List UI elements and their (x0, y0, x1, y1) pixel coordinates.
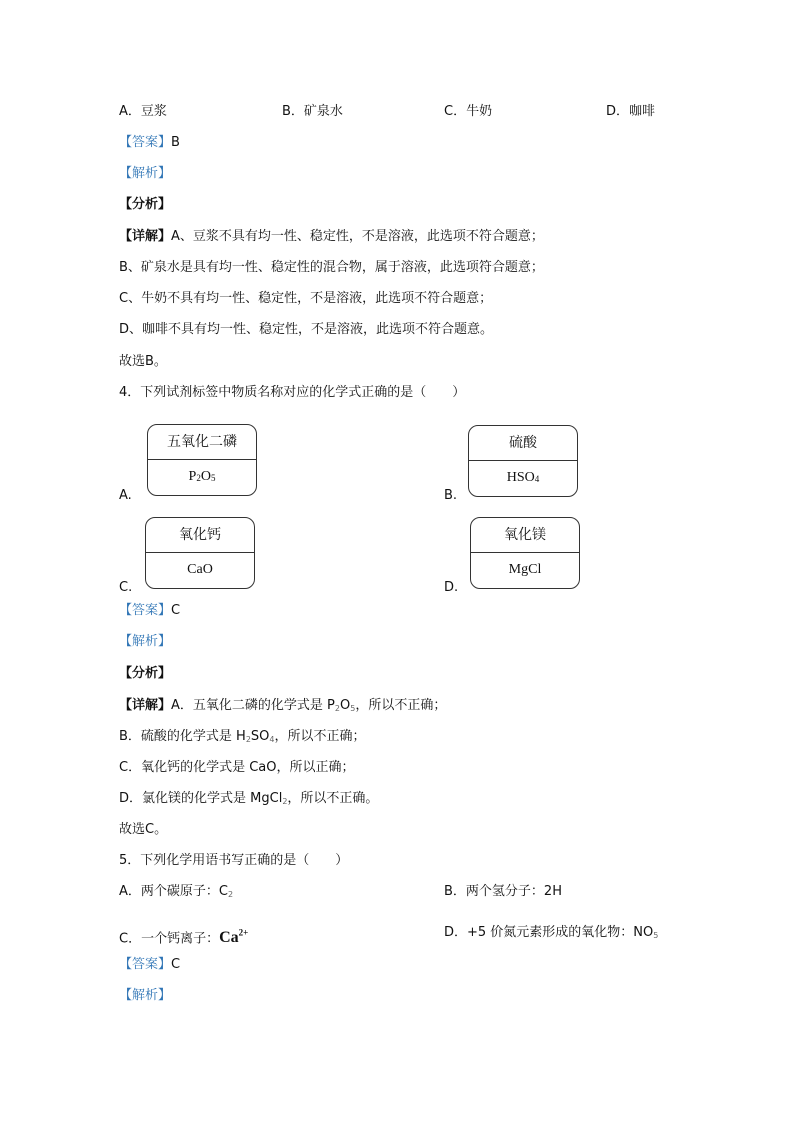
answer-tag: 【答案】 (119, 135, 172, 150)
q3-detail-b: B、矿泉水是具有均一性、稳定性的混合物，属于溶液，此选项符合题意； (119, 260, 544, 275)
q4-option-b-letter: B. (444, 488, 458, 503)
detail-tag: 【详解】 (119, 229, 172, 244)
option-sub: 2 (227, 890, 234, 899)
q4-detail-a (119, 696, 446, 716)
answer-value: C (171, 603, 181, 618)
option-text: A．两个碳原子：C (119, 884, 228, 899)
q4-stem: 4．下列试剂标签中物质名称对应的化学式正确的是（ ） (119, 385, 466, 400)
q5-option-d (444, 923, 658, 943)
q4-analysis-tag: 【解析】 (119, 634, 172, 649)
option-text: C．一个钙离子： (119, 931, 220, 947)
formula-sub: 5 (210, 473, 216, 483)
formula-part: O (200, 469, 211, 484)
label-formula (469, 461, 577, 495)
q4-option-a-letter: A. (119, 488, 132, 503)
q5-analysis-tag: 【解析】 (119, 988, 172, 1003)
answer-value: C (171, 957, 181, 972)
q4-answer (119, 601, 180, 621)
detail-sub: 2 (245, 735, 251, 744)
answer-tag: 【答案】 (119, 603, 172, 618)
detail-text: SO (250, 729, 270, 744)
q3-conclusion: 故选B。 (119, 354, 167, 369)
label-a (147, 424, 257, 496)
label-name: 硫酸 (469, 426, 577, 461)
q5-option-c (119, 923, 249, 947)
q3-option-c: C．牛奶 (444, 104, 493, 119)
q4-option-d-letter: D. (444, 580, 459, 595)
detail-text: O (339, 698, 351, 713)
q4-detail-c: C．氧化钙的化学式是 CaO，所以正确； (119, 760, 355, 775)
q3-analysis-tag: 【解析】 (119, 166, 172, 181)
formula-part: P (188, 469, 197, 484)
detail-sub: 2 (282, 797, 288, 806)
detail-text: ，所以不正确； (274, 729, 366, 744)
detail-sub: 5 (350, 704, 356, 713)
ion-charge: 2+ (238, 928, 249, 938)
detail-sub: 4 (269, 735, 275, 744)
label-name: 氧化镁 (471, 518, 579, 553)
detail-sub: 2 (334, 704, 340, 713)
option-text: D．+5 价氮元素形成的氧化物：NO (444, 925, 654, 940)
q5-option-b: B．两个氢分子：2H (444, 884, 562, 899)
q5-answer (119, 955, 180, 975)
answer-tag: 【答案】 (119, 957, 172, 972)
label-b (468, 425, 578, 497)
q3-option-a: A．豆浆 (119, 104, 167, 119)
q4-detail-d (119, 789, 378, 809)
detail-text: A、豆浆不具有均一性、稳定性，不是溶液，此选项不符合题意； (171, 229, 544, 244)
option-sub: 5 (653, 931, 659, 940)
label-formula: MgCl (508, 562, 542, 577)
answer-value: B (171, 135, 180, 150)
q4-option-c-letter: C. (119, 580, 133, 595)
detail-text: ，所以不正确。 (287, 791, 379, 806)
detail-text: D．氯化镁的化学式是 MgCl (119, 791, 283, 806)
q3-detail-a (119, 227, 544, 247)
calcium-ion (219, 929, 248, 946)
q3-detail-c: C、牛奶不具有均一性、稳定性，不是溶液，此选项不符合题意； (119, 291, 493, 306)
q3-option-d: D．咖啡 (606, 104, 656, 119)
label-c (145, 517, 255, 589)
q3-fenxi-tag: 【分析】 (119, 197, 172, 212)
q4-conclusion: 故选C。 (119, 822, 168, 837)
q3-answer (119, 133, 180, 153)
formula-part: HSO (506, 470, 535, 485)
label-d (470, 517, 580, 589)
formula-sub: 4 (534, 474, 540, 484)
q4-detail-b (119, 727, 366, 747)
formula-sub: 2 (196, 473, 201, 483)
detail-text: B．硫酸的化学式是 H (119, 729, 246, 744)
q5-option-a (119, 882, 233, 902)
q5-stem: 5．下列化学用语书写正确的是（ ） (119, 853, 349, 868)
detail-text: A．五氧化二磷的化学式是 P (171, 698, 335, 713)
detail-text: ，所以不正确； (355, 698, 447, 713)
label-formula (148, 460, 256, 494)
label-formula: CaO (187, 562, 213, 577)
q3-detail-d: D、咖啡不具有均一性、稳定性，不是溶液，此选项不符合题意。 (119, 322, 494, 337)
label-name: 五氧化二磷 (148, 425, 256, 460)
ion-symbol: Ca (219, 929, 239, 947)
label-name: 氧化钙 (146, 518, 254, 553)
q4-fenxi-tag: 【分析】 (119, 666, 172, 681)
q3-option-b: B．矿泉水 (282, 104, 343, 119)
detail-tag: 【详解】 (119, 698, 172, 713)
